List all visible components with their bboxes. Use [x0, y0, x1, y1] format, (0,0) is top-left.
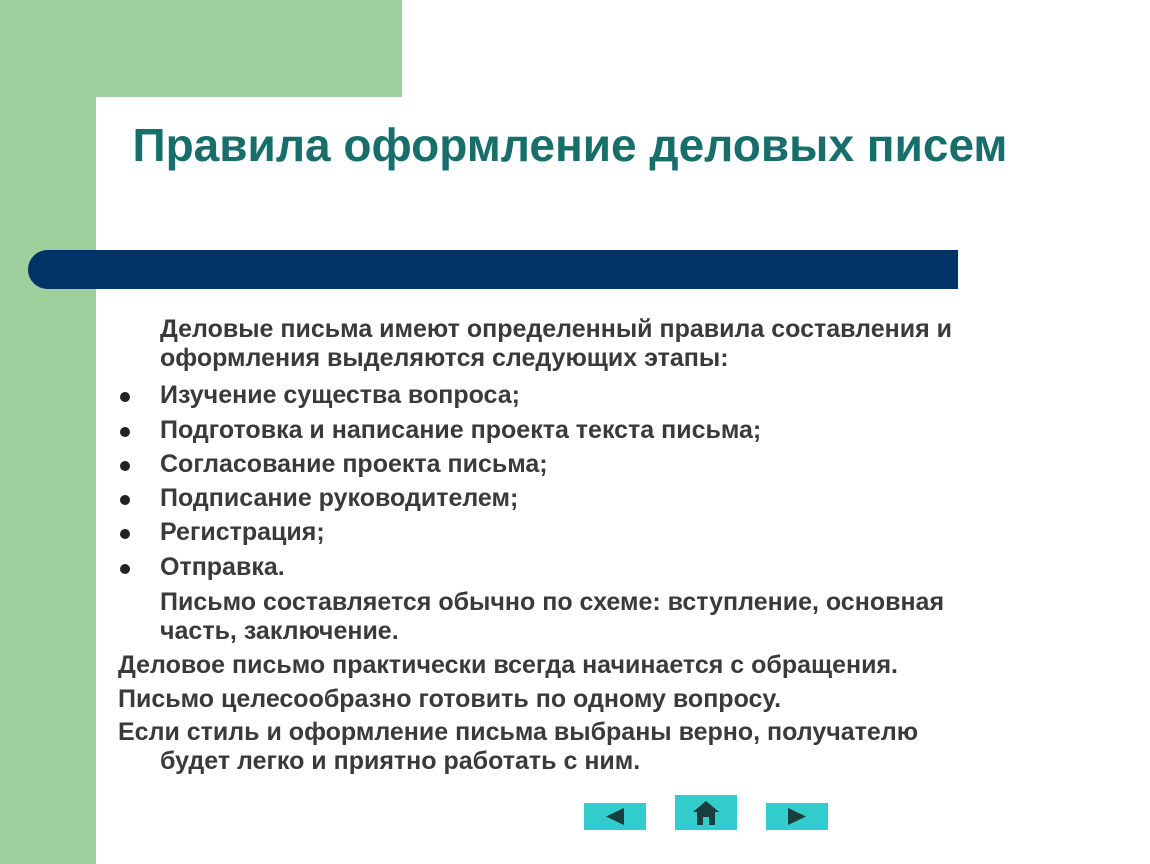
home-icon	[675, 795, 737, 830]
title-divider-bar	[28, 250, 958, 289]
left-green-strip	[0, 0, 96, 864]
body-line-wrapped: Если стиль и оформление письма выбраны верно, получателю будет легко и приятно работать с ним.	[118, 718, 919, 775]
bullet-item: Изучение существа вопроса;	[160, 381, 1060, 410]
prev-slide-button[interactable]	[584, 803, 646, 830]
next-slide-button[interactable]	[766, 803, 828, 830]
home-button[interactable]	[675, 795, 737, 830]
bullet-icon	[120, 392, 130, 402]
bullet-icon	[120, 495, 130, 505]
scheme-paragraph: Письмо составляется обычно по схеме: вступление, основная часть, заключение.	[160, 588, 945, 645]
body-line: Письмо целесообразно готовить по одному вопросу.	[118, 685, 782, 713]
body-line: Деловое письмо практически всегда начинается с обращения.	[118, 651, 899, 679]
bullet-icon	[120, 461, 130, 471]
intro-paragraph: Деловые письма имеют определенный правила составления и оформления выделяются следующих этапы:	[160, 315, 952, 372]
arrow-right-icon	[766, 803, 828, 830]
bullet-item: Подготовка и написание проекта текста письма;	[160, 416, 1060, 445]
top-green-block	[0, 0, 402, 97]
bullet-item: Регистрация;	[160, 518, 1060, 547]
bullet-item: Подписание руководителем;	[160, 484, 1060, 513]
bullet-item: Согласование проекта письма;	[160, 450, 1060, 479]
arrow-left-icon	[584, 803, 646, 830]
bullet-item: Отправка.	[160, 553, 1060, 582]
slide-title: Правила оформление деловых писем	[132, 119, 1008, 171]
bullet-icon	[120, 529, 130, 539]
bullet-icon	[120, 564, 130, 574]
bullet-icon	[120, 427, 130, 437]
